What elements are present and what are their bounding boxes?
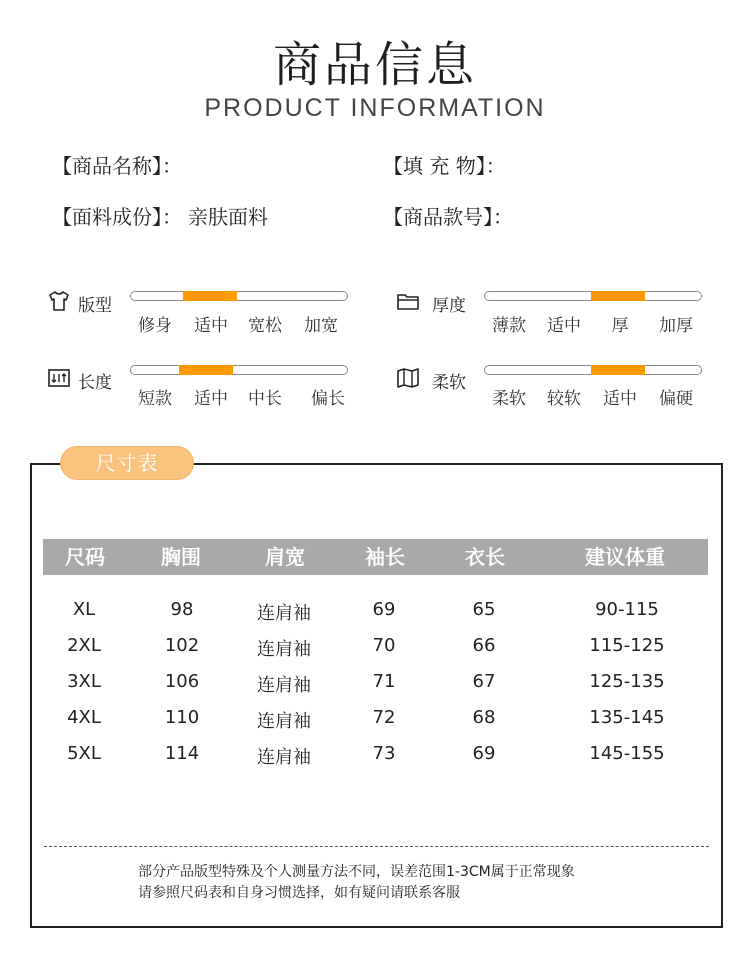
thickness-option: 加厚	[659, 316, 693, 336]
table-cell: 4XL	[67, 707, 101, 728]
table-cell: 106	[164, 671, 200, 692]
info-filling	[383, 150, 512, 179]
softness-scale-track	[484, 365, 702, 375]
table-cell: 70	[372, 635, 396, 656]
size-table-header	[43, 539, 708, 575]
table-cell: 68	[472, 707, 496, 728]
table-cell: 115-125	[589, 635, 665, 656]
fit-scale-indicator	[183, 291, 237, 301]
table-cell: 69	[472, 743, 496, 764]
table-header-cell: 尺码	[65, 545, 105, 569]
table-cell: 69	[372, 599, 396, 620]
length-option: 偏长	[311, 389, 345, 409]
softness-option: 适中	[603, 389, 637, 409]
table-cell: 72	[372, 707, 396, 728]
ruler-icon	[47, 366, 71, 390]
thickness-scale-indicator	[591, 291, 645, 301]
table-cell: 66	[472, 635, 496, 656]
length-option: 短款	[138, 389, 172, 409]
attr-label-length: 长度	[78, 373, 112, 393]
length-option: 中长	[248, 389, 282, 409]
attr-label-softness: 柔软	[432, 373, 466, 393]
table-header-cell: 建议体重	[585, 545, 665, 569]
length-option: 适中	[194, 389, 228, 409]
table-cell: 135-145	[589, 707, 665, 728]
table-cell: 145-155	[589, 743, 665, 764]
size-table-tab: 尺寸表	[60, 446, 194, 480]
divider	[44, 846, 709, 847]
fit-option: 加宽	[304, 316, 338, 336]
length-scale-track	[130, 365, 348, 375]
softness-option: 柔软	[492, 389, 526, 409]
table-cell: XL	[72, 599, 96, 620]
tshirt-icon	[47, 289, 71, 313]
info-fabric	[52, 201, 268, 230]
info-value: 亲肤面料	[188, 205, 268, 229]
softness-option: 偏硬	[659, 389, 693, 409]
table-cell: 3XL	[67, 671, 101, 692]
table-cell: 73	[372, 743, 396, 764]
fit-scale-track	[130, 291, 348, 301]
table-cell: 连肩袖	[257, 603, 311, 624]
table-header-cell: 衣长	[465, 545, 505, 569]
fit-option: 适中	[194, 316, 228, 336]
table-cell: 71	[372, 671, 396, 692]
table-cell: 连肩袖	[257, 747, 311, 768]
table-cell: 114	[164, 743, 200, 764]
folder-icon	[396, 289, 420, 313]
table-cell: 102	[164, 635, 200, 656]
fit-option: 宽松	[248, 316, 282, 336]
table-cell: 67	[472, 671, 496, 692]
table-header-cell: 袖长	[365, 545, 405, 569]
page-title: 商品信息	[272, 37, 477, 93]
thickness-option: 适中	[547, 316, 581, 336]
thickness-option: 薄款	[492, 316, 526, 336]
table-cell: 连肩袖	[257, 639, 311, 660]
table-cell: 5XL	[67, 743, 101, 764]
table-cell: 连肩袖	[257, 711, 311, 732]
info-label: 【面料成份】：	[52, 205, 182, 229]
info-label: 【商品款号】：	[383, 205, 513, 229]
table-cell: 65	[472, 599, 496, 620]
table-cell: 110	[164, 707, 200, 728]
info-product-name	[52, 150, 188, 179]
fit-option: 修身	[138, 316, 172, 336]
table-cell: 90-115	[595, 599, 659, 620]
softness-option: 较软	[547, 389, 581, 409]
thickness-option: 厚	[611, 316, 629, 336]
attr-label-thickness: 厚度	[432, 296, 466, 316]
info-label: 【商品名称】：	[52, 154, 182, 178]
table-cell: 2XL	[67, 635, 101, 656]
info-label: 【填 充 物】：	[383, 154, 506, 178]
softness-scale-indicator	[591, 365, 645, 375]
thickness-scale-track	[484, 291, 702, 301]
table-cell: 连肩袖	[257, 675, 311, 696]
attr-label-fit: 版型	[78, 296, 112, 316]
table-header-cell: 肩宽	[265, 545, 305, 569]
table-cell: 98	[170, 599, 194, 620]
info-model-number	[383, 201, 519, 230]
length-scale-indicator	[179, 365, 233, 375]
note-line: 部分产品版型特殊及个人测量方法不同，误差范围1-3CM属于正常现象	[138, 864, 575, 880]
note-line: 请参照尺码表和自身习惯选择，如有疑问请联系客服	[138, 885, 460, 901]
page-subtitle: PRODUCT INFORMATION	[204, 94, 546, 122]
table-header-cell: 胸围	[161, 545, 201, 569]
map-icon	[396, 366, 420, 390]
size-table-frame	[30, 463, 723, 928]
table-cell: 125-135	[589, 671, 665, 692]
